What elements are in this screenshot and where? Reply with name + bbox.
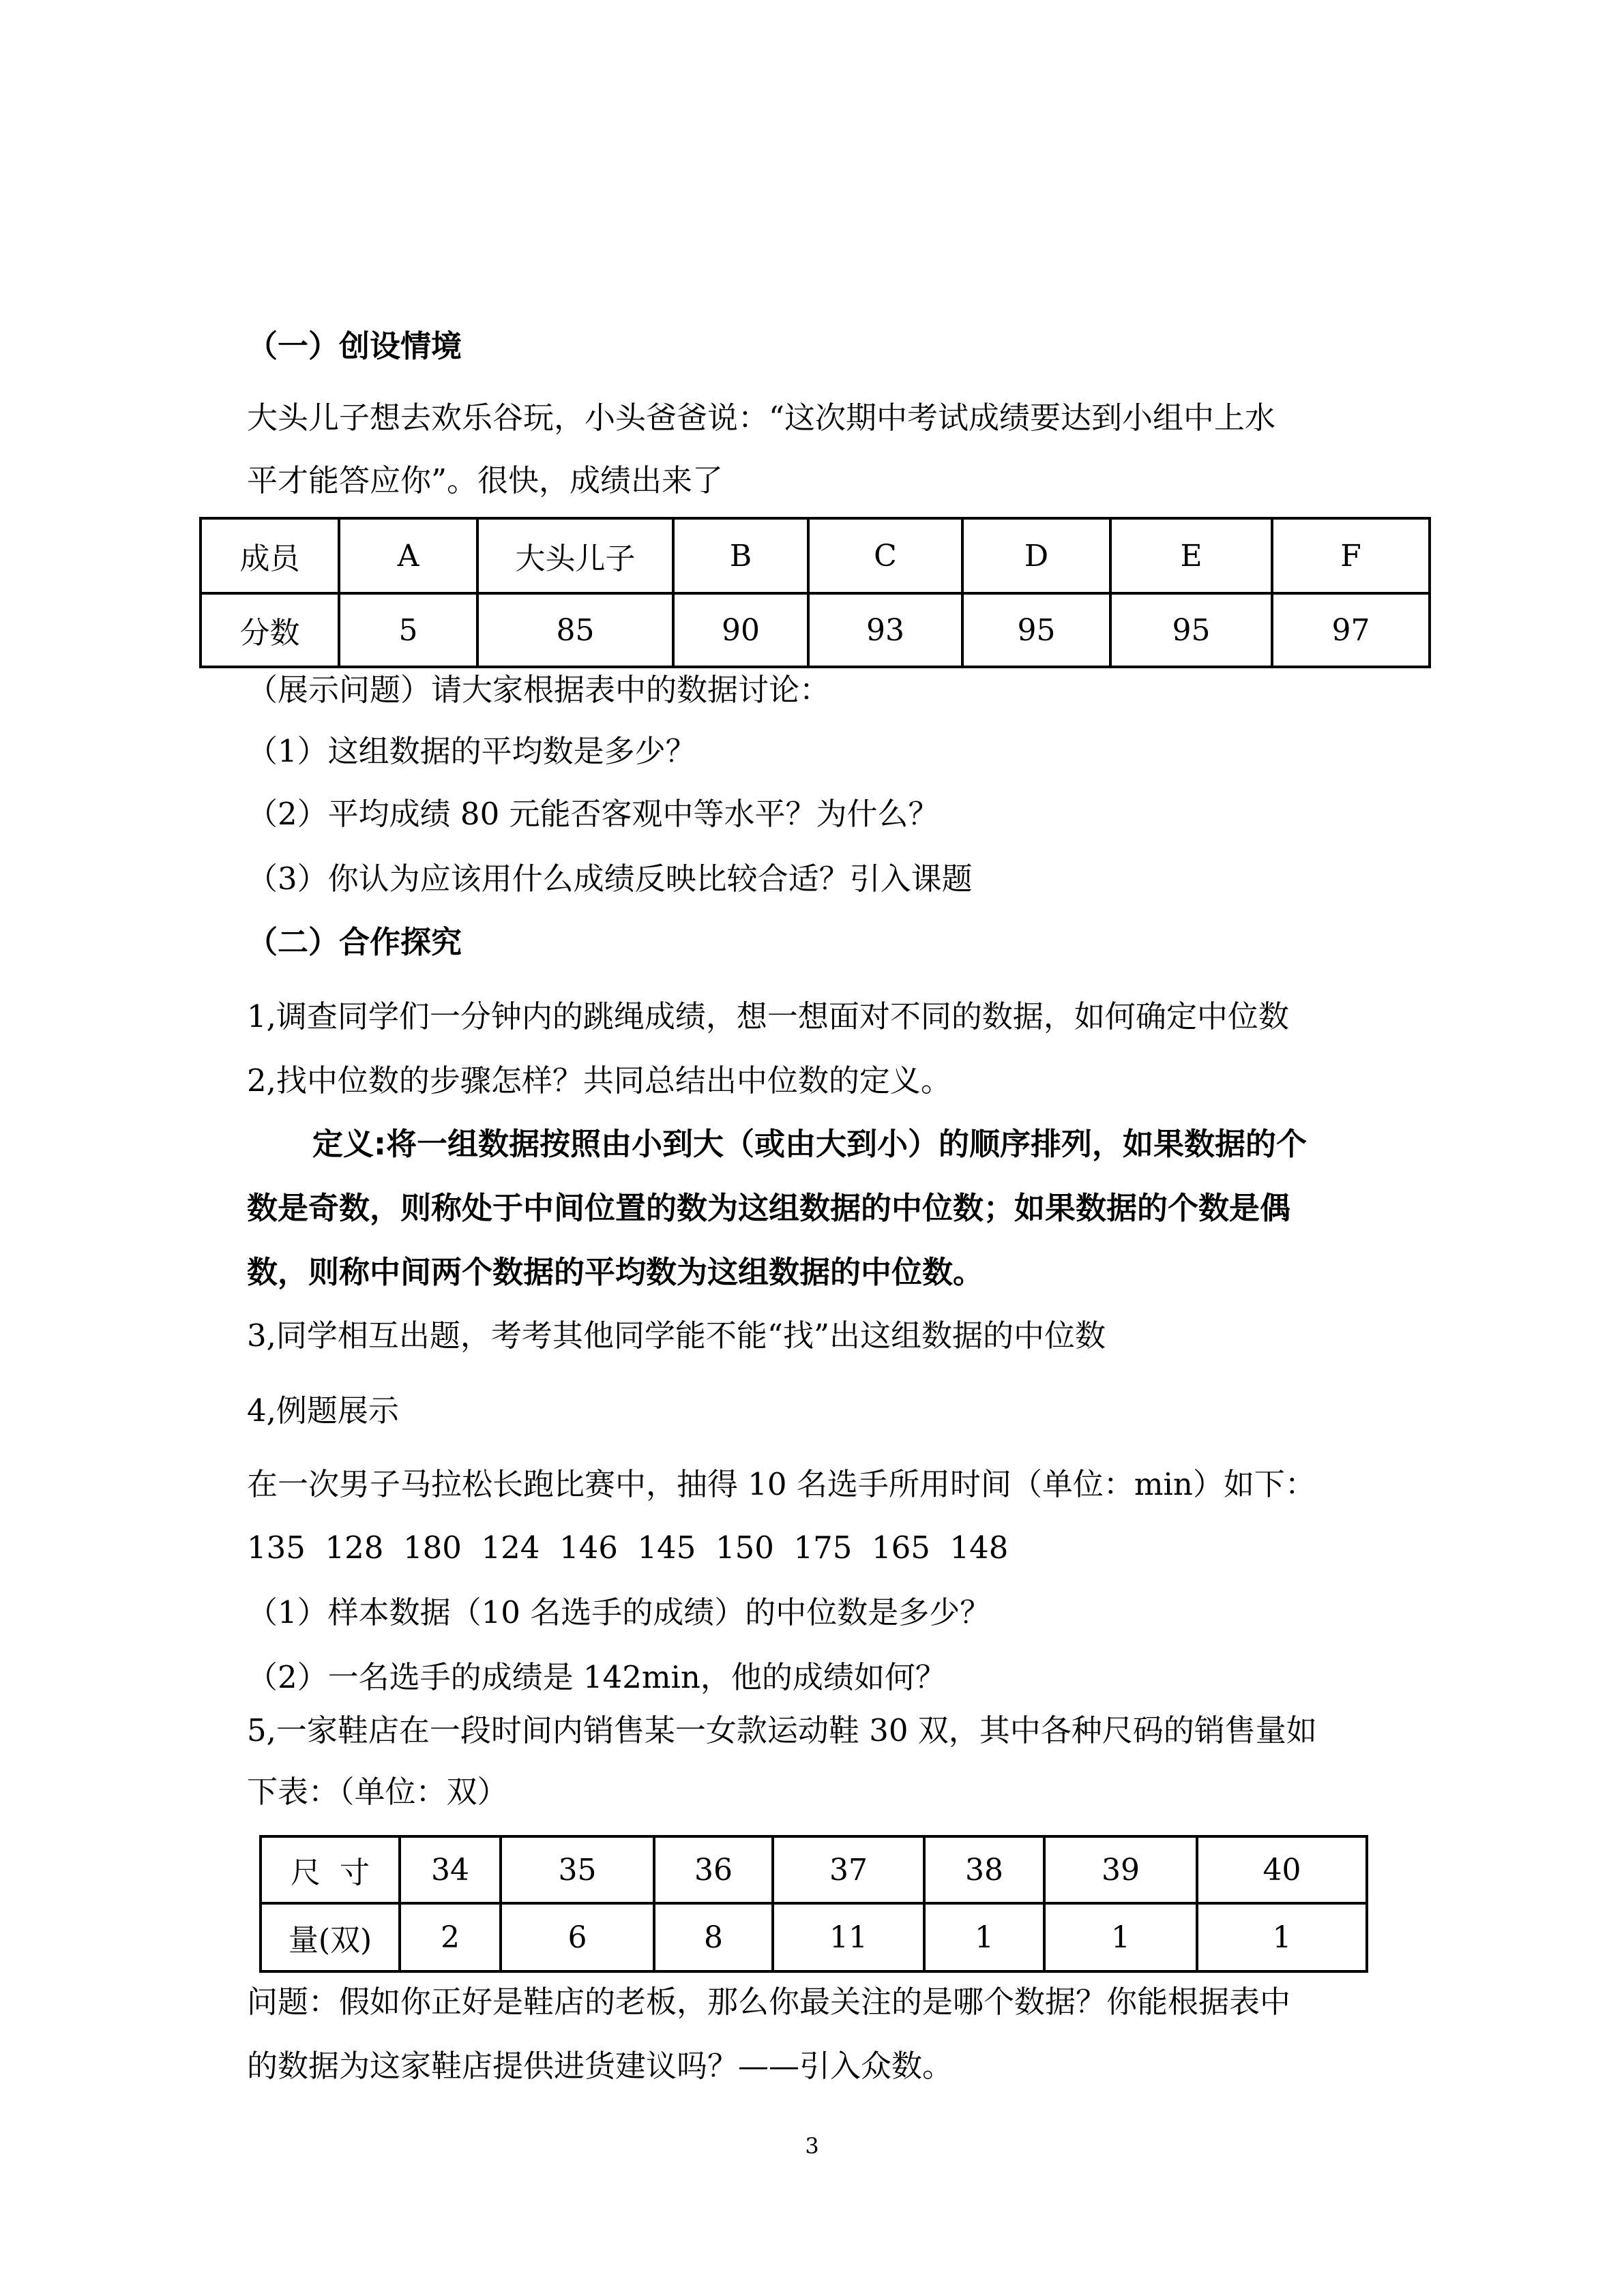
- table-cell: 大头儿子: [477, 518, 673, 593]
- explore-item-2: 2,找中位数的步骤怎样？共同总结出中位数的定义。: [247, 1062, 951, 1099]
- section2-heading: （二）合作探究: [247, 924, 462, 960]
- table-cell: 分数: [201, 593, 339, 667]
- page-number: 3: [805, 2133, 819, 2159]
- table-cell: 6: [501, 1903, 654, 1971]
- explore-item-5-line1: 5,一家鞋店在一段时间内销售某一女款运动鞋 30 双，其中各种尺码的销售量如: [247, 1712, 1317, 1748]
- table-cell: 85: [477, 593, 673, 667]
- median-definition-line3: 数，则称中间两个数据的平均数为这组数据的中位数。: [247, 1254, 984, 1290]
- table-cell: F: [1272, 518, 1430, 593]
- table-cell: 36: [654, 1836, 773, 1903]
- table-cell: 95: [962, 593, 1110, 667]
- problem-line2: 的数据为这家鞋店提供进货建议吗？——引入众数。: [247, 2048, 954, 2084]
- table-cell: 1: [924, 1903, 1044, 1971]
- table-cell: 1: [1197, 1903, 1367, 1971]
- score-table: [199, 517, 1431, 668]
- example-question-1: （1）样本数据（10 名选手的成绩）的中位数是多少？: [247, 1594, 991, 1630]
- problem-line1: 问题：假如你正好是鞋店的老板，那么你最关注的是哪个数据？你能根据表中: [247, 1984, 1291, 2020]
- explore-item-4: 4,例题展示: [247, 1392, 399, 1429]
- table-cell: A: [339, 518, 477, 593]
- table-cell: 95: [1110, 593, 1272, 667]
- median-definition-line2: 数是奇数，则称处于中间位置的数为这组数据的中位数；如果数据的个数是偶: [247, 1190, 1291, 1226]
- table-cell: E: [1110, 518, 1272, 593]
- table-cell: 37: [773, 1836, 924, 1903]
- question-3: （3）你认为应该用什么成绩反映比较合适？引入课题: [247, 861, 973, 897]
- table-cell: B: [673, 518, 808, 593]
- median-definition-line1: 定义:将一组数据按照由小到大（或由大到小）的顺序排列，如果数据的个: [312, 1126, 1307, 1162]
- section1-heading: （一）创设情境: [247, 328, 462, 364]
- question-1: （1）这组数据的平均数是多少？: [247, 733, 696, 769]
- explore-item-3: 3,同学相互出题，考考其他同学能不能“找”出这组数据的中位数: [247, 1317, 1106, 1354]
- table-cell: 93: [808, 593, 962, 667]
- explore-item-1: 1,调查同学们一分钟内的跳绳成绩，想一想面对不同的数据，如何确定中位数: [247, 998, 1289, 1034]
- table-cell: 40: [1197, 1836, 1367, 1903]
- table-cell: 11: [773, 1903, 924, 1971]
- table-cell: 5: [339, 593, 477, 667]
- intro-paragraph-line1: 大头儿子想去欢乐谷玩，小头爸爸说：“这次期中考试成绩要达到小组中上水: [247, 400, 1276, 436]
- table-cell: 39: [1044, 1836, 1197, 1903]
- table-cell: 38: [924, 1836, 1044, 1903]
- example-intro: 在一次男子马拉松长跑比赛中，抽得 10 名选手所用时间（单位：min）如下：: [247, 1466, 1316, 1502]
- questions-intro: （展示问题）请大家根据表中的数据讨论：: [247, 672, 831, 708]
- table-cell: C: [808, 518, 962, 593]
- table-cell: 8: [654, 1903, 773, 1971]
- example-question-2: （2）一名选手的成绩是 142min，他的成绩如何？: [247, 1659, 946, 1695]
- shoe-size-table: [259, 1835, 1368, 1973]
- shoe-table-quantity-row: [261, 1903, 1367, 1971]
- score-table-member-row: [201, 518, 1430, 593]
- question-2: （2）平均成绩 80 元能否客观中等水平？为什么？: [247, 796, 939, 832]
- table-cell: 成员: [201, 518, 339, 593]
- shoe-table-size-row: [261, 1836, 1367, 1903]
- example-data: 135 128 180 124 146 145 150 175 165 148: [247, 1530, 1009, 1566]
- table-cell: 90: [673, 593, 808, 667]
- table-cell: 量(双): [261, 1903, 400, 1971]
- score-table-score-row: [201, 593, 1430, 667]
- table-cell: 2: [400, 1903, 501, 1971]
- table-cell: 34: [400, 1836, 501, 1903]
- table-cell: 1: [1044, 1903, 1197, 1971]
- table-cell: 35: [501, 1836, 654, 1903]
- table-cell: 尺 寸: [261, 1836, 400, 1903]
- intro-paragraph-line2: 平才能答应你”。很快，成绩出来了: [247, 462, 724, 498]
- explore-item-5-line2: 下表：（单位：双）: [247, 1774, 508, 1810]
- table-cell: 97: [1272, 593, 1430, 667]
- table-cell: D: [962, 518, 1110, 593]
